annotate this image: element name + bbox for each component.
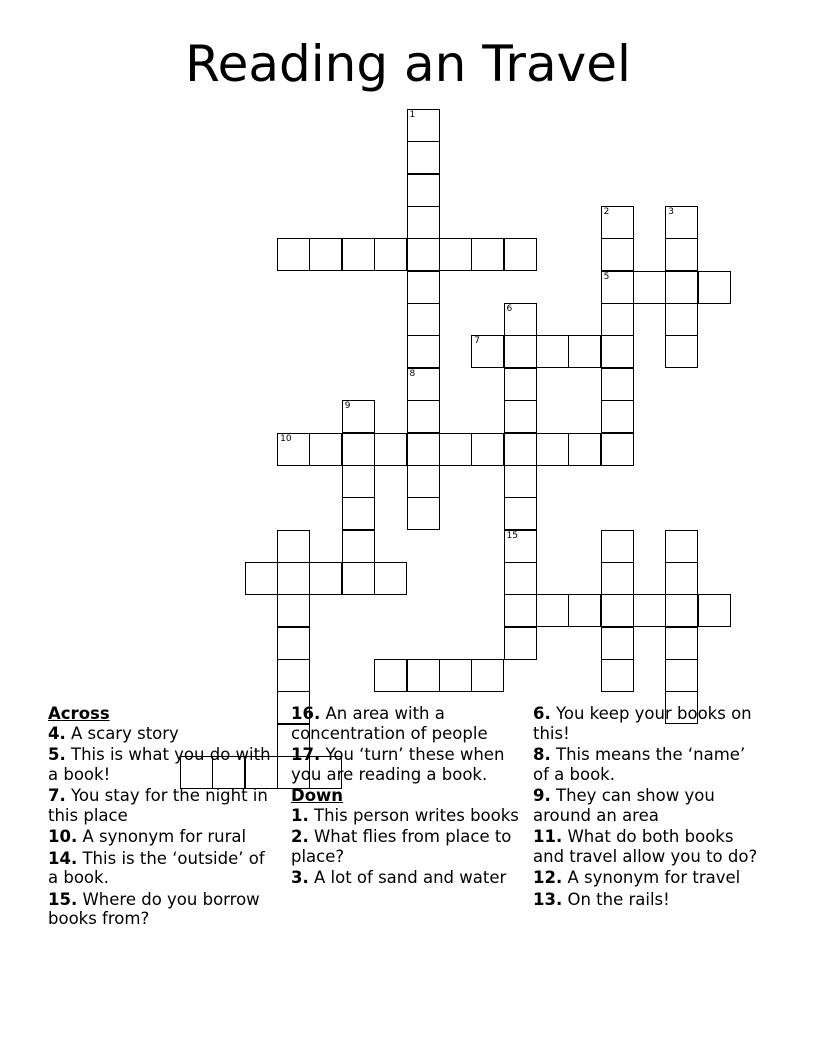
grid-cell[interactable] [407,141,440,174]
grid-cell[interactable] [407,433,440,466]
clue-text: A synonym for travel [562,868,741,887]
grid-cell[interactable] [504,497,537,530]
grid-cell[interactable] [504,238,537,271]
cell-number: 2 [603,207,610,218]
clues-column-1 [48,704,278,931]
cell-number: 8 [409,368,416,379]
grid-cell[interactable] [309,238,342,271]
clue-text: You ‘turn’ these when you are reading a book. [291,745,505,784]
clue-text: You stay for the night in this place [48,786,268,825]
grid-cell[interactable] [698,271,731,304]
grid-cell[interactable] [407,271,440,304]
down-header: Down [291,786,344,805]
grid-cell[interactable] [277,659,310,692]
grid-cell[interactable] [665,238,698,271]
grid-cell[interactable] [407,465,440,498]
grid-cell[interactable] [407,174,440,207]
clue-number: 16. [291,704,321,723]
clue [291,806,521,826]
clue-text: A synonym for rural [77,827,247,846]
puzzle-title: Reading an Travel [185,35,631,93]
grid-cell[interactable] [342,465,375,498]
clue-text: This is the ‘outside’ of a book. [48,848,265,887]
clue-number: 11. [533,827,563,846]
grid-cell[interactable] [504,335,537,368]
grid-cell[interactable] [601,303,634,336]
clue-number: 10. [48,827,78,846]
clue [533,868,763,888]
cell-number: 10 [280,433,292,444]
grid-cell[interactable] [374,659,407,692]
clue-text: Where do you borrow books from? [48,889,260,928]
clue [533,704,763,743]
grid-cell[interactable] [633,594,666,627]
grid-cell[interactable] [665,530,698,563]
grid-cell[interactable] [665,627,698,660]
cell-number: 15 [506,530,518,541]
grid-cell[interactable] [277,627,310,660]
grid-cell[interactable] [277,594,310,627]
grid-cell[interactable] [277,530,310,563]
grid-cell[interactable] [665,562,698,595]
grid-cell[interactable] [407,400,440,433]
clue [48,786,278,825]
clue [533,786,763,825]
clue-text: They can show you around an area [533,786,715,825]
clue-number: 6. [533,704,551,723]
grid-cell[interactable] [568,335,601,368]
grid-cell[interactable] [601,335,634,368]
grid-cell[interactable] [407,109,440,142]
grid-cell[interactable] [342,497,375,530]
clue-number: 4. [48,723,66,743]
grid-cell[interactable] [536,594,569,627]
grid-cell[interactable] [309,433,342,466]
clue-number: 7. [48,786,66,805]
grid-cell[interactable] [407,659,440,692]
grid-cell[interactable] [665,271,698,304]
grid-cell[interactable] [698,594,731,627]
grid-cell[interactable] [665,206,698,239]
clue-text: A lot of sand and water [308,868,507,887]
grid-cell[interactable] [504,368,537,401]
grid-cell[interactable] [504,594,537,627]
grid-cell[interactable] [277,562,310,595]
grid-cell[interactable] [309,562,342,595]
clue-number: 13. [533,889,563,909]
grid-cell[interactable] [342,433,375,466]
grid-cell[interactable] [504,562,537,595]
grid-cell[interactable] [665,335,698,368]
grid-cell[interactable] [374,562,407,595]
grid-cell[interactable] [601,206,634,239]
grid-cell[interactable] [342,530,375,563]
grid-cell[interactable] [342,562,375,595]
grid-cell[interactable] [471,335,504,368]
grid-cell[interactable] [665,659,698,692]
grid-cell[interactable] [665,303,698,336]
grid-cell[interactable] [407,335,440,368]
cell-number: 5 [603,271,610,282]
clue-text: This means the ‘name’ of a book. [533,745,746,784]
clue-number: 12. [533,868,563,887]
grid-cell[interactable] [633,271,666,304]
grid-cell[interactable] [374,433,407,466]
cell-number: 6 [506,304,513,315]
grid-cell[interactable] [504,400,537,433]
grid-cell[interactable] [439,433,472,466]
grid-cell[interactable] [601,238,634,271]
clue-text: This person writes books [308,805,519,825]
clue-number: 2. [291,827,309,846]
clue-number: 15. [48,889,78,909]
grid-cell[interactable] [504,433,537,466]
clue-text: A scary story [65,723,179,743]
grid-cell[interactable] [471,659,504,692]
grid-cell[interactable] [536,433,569,466]
grid-cell[interactable] [342,400,375,433]
grid-cell[interactable] [601,271,634,304]
clue-text: This is what you do with a book! [48,745,271,784]
cell-number: 7 [474,336,480,347]
clue-text: What flies from place to place? [291,827,512,866]
grid-cell[interactable] [601,368,634,401]
grid-cell[interactable] [601,594,634,627]
grid-cell[interactable] [601,530,634,563]
clues-column-3 [533,704,763,911]
grid-cell[interactable] [277,238,310,271]
clue-number: 5. [48,745,66,764]
grid-cell[interactable] [568,433,601,466]
grid-cell[interactable] [568,594,601,627]
clue [533,827,763,866]
clue [291,827,521,866]
grid-cell[interactable] [504,627,537,660]
grid-cell[interactable] [601,659,634,692]
clue [291,868,521,888]
grid-cell[interactable] [601,562,634,595]
grid-cell[interactable] [665,594,698,627]
clue-text: What do both books and travel allow you to do? [533,827,758,866]
clue-number: 14. [48,848,78,868]
clue [533,745,763,784]
clue-number: 3. [291,868,309,887]
grid-cell[interactable] [407,238,440,271]
grid-cell[interactable] [439,238,472,271]
grid-cell[interactable] [471,433,504,466]
clue [291,704,521,743]
clue-number: 8. [533,745,551,764]
clue-text: You keep your books on this! [533,704,752,743]
clue [48,745,278,784]
clue-number: 9. [533,786,551,805]
grid-cell[interactable] [407,303,440,336]
grid-cell[interactable] [504,530,537,563]
clue-text: An area with a concentration of people [291,704,488,743]
grid-cell[interactable] [504,465,537,498]
clue-number: 17. [291,745,321,764]
cell-number: 9 [344,401,351,412]
grid-cell[interactable] [601,400,634,433]
grid-cell[interactable] [601,627,634,660]
grid-cell[interactable] [407,206,440,239]
grid-cell[interactable] [245,562,278,595]
clue [291,745,521,784]
grid-cell[interactable] [471,238,504,271]
cell-number: 3 [668,207,675,218]
clue [48,849,278,888]
across-header: Across [48,704,110,723]
clue-number: 1. [291,805,309,825]
grid-cell[interactable] [407,368,440,401]
grid-cell[interactable] [439,659,472,692]
grid-cell[interactable] [536,335,569,368]
clue [48,890,278,929]
cell-number: 1 [409,110,416,120]
clue [533,890,763,910]
grid-cell[interactable] [504,303,537,336]
grid-cell[interactable] [277,433,310,466]
grid-cell[interactable] [601,433,634,466]
grid-cell[interactable] [407,497,440,530]
grid-cell[interactable] [342,238,375,271]
clue [48,827,278,847]
clue-text: On the rails! [562,889,670,909]
grid-cell[interactable] [374,238,407,271]
clue [48,724,278,744]
clues-column-2 [291,704,521,890]
